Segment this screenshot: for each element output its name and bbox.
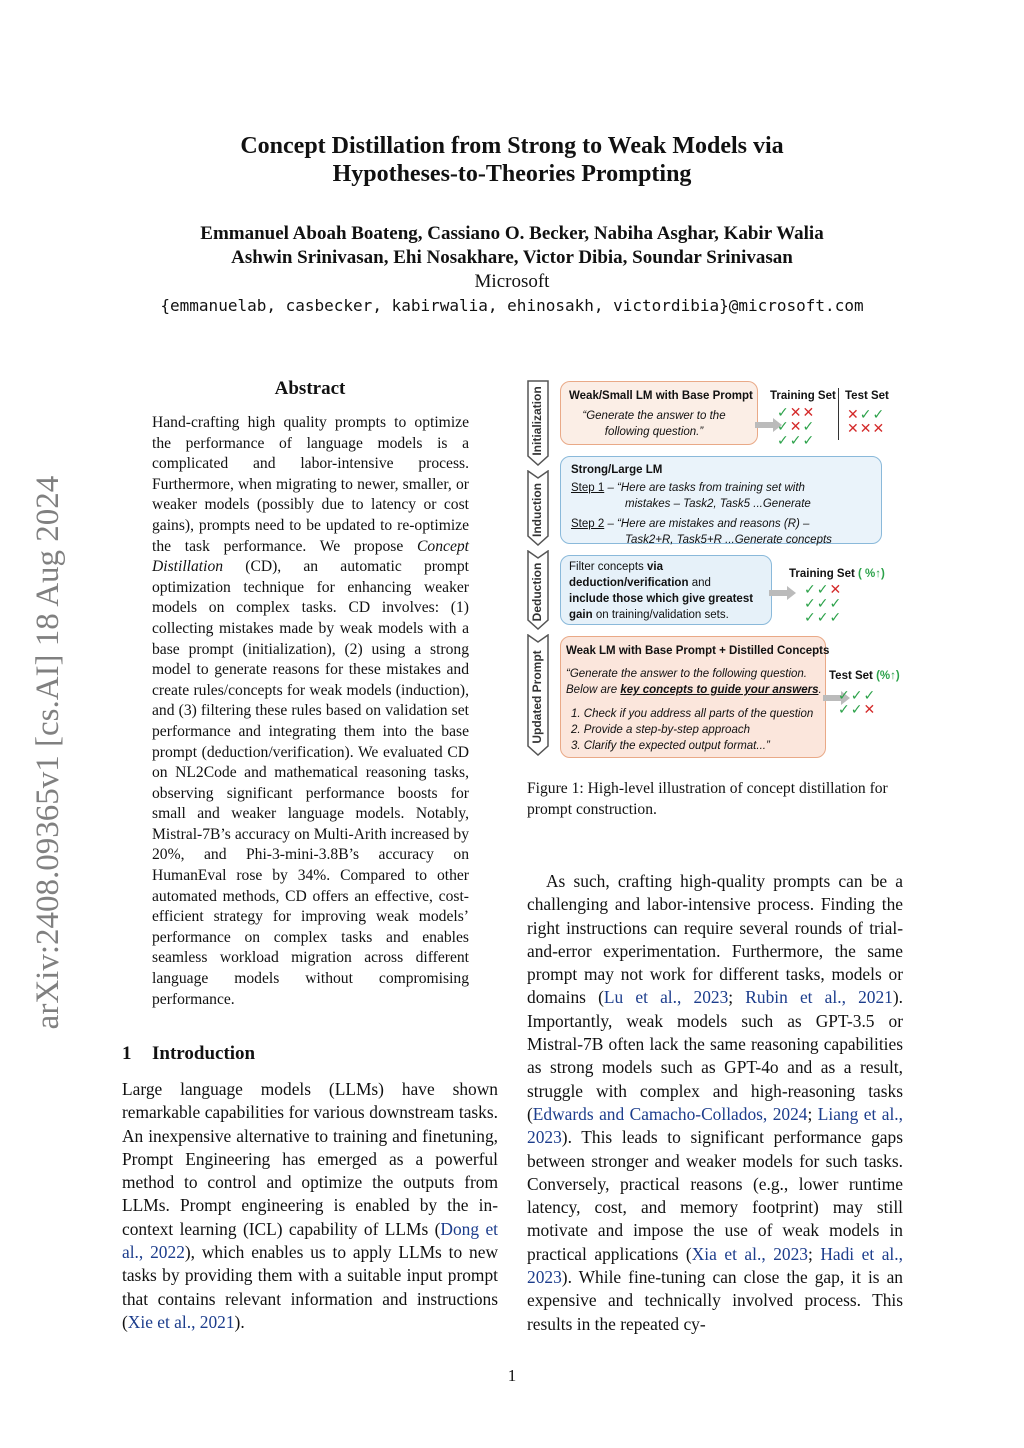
concept-item: 1. Check if you address all parts of the question (571, 708, 814, 720)
init-box (560, 381, 758, 445)
training-marks (777, 405, 815, 447)
updated-quote: “Generate the answer to the following question. (566, 668, 808, 680)
test-set-label: Test Set (845, 390, 889, 402)
mark-row: ✓✕✕ (777, 404, 816, 420)
body-text: As such, crafting high-quality prompts can be a challenging and labor-intensive process. Finding the right instructions can require several rounds of trial-and-error experimentation. Furthermore, the same prompt may not work for different tasks, models or domains ( (527, 871, 903, 1008)
citation-link[interactable]: Dong et al., 2022 (122, 1218, 499, 1263)
phase-label: Updated Prompt (530, 650, 544, 744)
arrow-icon (769, 586, 797, 600)
deduction-marks (804, 582, 842, 624)
updated-test-label: Test Set (%↑) (829, 670, 900, 682)
page-number: 1 (507, 1366, 517, 1385)
mark-row: ✓✓✓ (777, 432, 816, 448)
author-line-1: Emmanuel Aboah Boateng, Cassiano O. Becker, Nabiha Asghar, Kabir Walia (200, 223, 824, 244)
updated-quote: Below are key concepts to guide your answers. (566, 684, 822, 696)
citation-link[interactable]: Edwards and Camacho-Collados, 2024 (532, 1103, 808, 1124)
phase-label: Deduction (530, 562, 544, 622)
section-heading-introduction (122, 1043, 255, 1065)
abstract-body (152, 413, 469, 1010)
intro-text: Large language models (LLMs) have shown remarkable capabilities for various downstream tasks. An inexpensive alternative to training and finetuning, Prompt Engineering has emerged as a powerful method to control and optimize the outputs from LLMs. Prompt engineering is enabled by the in-context learning (ICL) capability of LLMs ( (122, 1079, 498, 1239)
arxiv-stamp (28, 455, 68, 1050)
mark-row: ✕✓✓ (847, 406, 886, 422)
phase-label: Initialization (530, 386, 544, 456)
init-quote: “Generate the answer to the following question.” (582, 410, 726, 438)
paper-title (0, 132, 1024, 188)
abstract-method-name: Concept Distillation (152, 537, 469, 576)
right-column-paragraph: As such, crafting high-quality prompts can be a challenging and labor-intensive process. Finding the right instructions can require several rounds of trial-and-error experimentation. Furthermore, the same prompt may not work for different tasks, models or domains (Lu et al., 2023; Rubin et al., 2021). Importantly, weak models such as GPT-3.5 or Mistral-7B often lack the same reasoning capabilities as strong models such as GPT-4o and as a result, struggle with complex and high-reasoning tasks (Edwards and Camacho-Collados, 2024; Liang et al., 2023). This leads to significant performance gaps between stronger and weaker models for such tasks. Conversely, practical reasons (e.g., lower runtime latency, cost, and memory footprint) may still motivate and impose the use of weak models in practical applications (Xia et al., 2023; Hadi et al., 2023). While fine-tuning can close the gap, it is an expensive and technically involved process. This results in the repeated cy- (527, 871, 904, 1334)
concept-item: 2. Provide a step-by-step approach (571, 724, 750, 736)
deduction-line: deduction/verification and (569, 577, 711, 589)
citation-link[interactable]: Hadi et al., 2023 (527, 1243, 903, 1288)
intro-paragraph (122, 1078, 498, 1334)
induction-box (560, 456, 882, 544)
mark-row: ✓✕✓ (777, 418, 816, 434)
step-label: Step 1 (571, 482, 605, 494)
deduction-line: gain on training/validation sets. (569, 609, 729, 621)
mark-row: ✕✕✕ (847, 420, 886, 436)
phase-induction (527, 470, 549, 546)
citation-link[interactable]: Liang et al., 2023 (527, 1103, 903, 1148)
updated-marks (838, 688, 876, 716)
step-1 (571, 480, 805, 496)
init-title: Weak/Small LM with Base Prompt (569, 390, 753, 402)
concept-item: 3. Clarify the expected output format...” (571, 740, 770, 752)
step-text: Task2+R, Task5+R ...Generate concepts (625, 534, 832, 546)
title-line-2: Hypotheses-to-Theories Prompting (332, 161, 692, 187)
step-text: – “Here are mistakes and reasons (R) – (604, 518, 810, 530)
mark-row: ✓✓✓ (804, 595, 843, 611)
step-2 (571, 516, 809, 532)
step-text: mistakes – Task2, Task5 ...Generate (625, 498, 811, 510)
abstract-heading: Abstract (274, 378, 346, 399)
section-title: Introduction (152, 1043, 256, 1064)
test-marks (847, 407, 885, 435)
phase-label: Induction (530, 483, 544, 537)
abstract-text-1: Hand-crafting high quality prompts to optimize the performance of language models is a complicated and labor-intensive process. Furthermore, when migrating to newer, smaller, or weaker models (possibly due to latency or cost gains), prompts need to be updated to re-optimize the task performance. We propose (152, 414, 469, 555)
phase-updated-prompt (527, 634, 549, 756)
section-number: 1 (122, 1043, 132, 1064)
mark-row: ✓✓✓ (838, 687, 877, 703)
affiliation: Microsoft (474, 271, 550, 292)
deduction-training-label: Training Set ( %↑) (789, 568, 885, 580)
phase-initialization (527, 380, 549, 466)
body-text: ). This leads to significant performance gaps between stronger and weaker models for such tasks. Conversely, practical reasons (e.g., lower runtime latency, cost, and memory footprint) may still motivate and impose the use of weak models in practical applications ( (527, 1127, 903, 1264)
deduction-line: Filter concepts via (569, 561, 663, 573)
induction-title: Strong/Large LM (571, 464, 663, 476)
phase-deduction (527, 550, 549, 630)
title-line-1: Concept Distillation from Strong to Weak Models via (240, 133, 784, 159)
intro-text: ), which enables us to apply LLMs to new tasks by providing them with a suitable input prompt that contains relevant information and instructions ( (122, 1242, 499, 1332)
arxiv-id: arXiv:2408.09365v1 [cs.AI] 18 Aug 2024 (30, 475, 66, 1030)
mark-row: ✓✓✕ (838, 701, 877, 717)
mark-row: ✓✓✓ (804, 609, 843, 625)
citation-link[interactable]: Lu et al., 2023 (603, 987, 729, 1008)
citation-link[interactable]: Rubin et al., 2021 (745, 987, 893, 1008)
email-list: {emmanuelab, casbecker, kabirwalia, ehinosakh, victordibia}@microsoft.com (160, 296, 864, 315)
intro-text: ). (234, 1311, 245, 1332)
updated-title: Weak LM with Base Prompt + Distilled Concepts (566, 645, 830, 657)
training-set-label: Training Set (770, 390, 836, 402)
body-text: ). Importantly, weak models such as GPT-3.5 or Mistral-7B often lack the same reasoning capabilities as strong models such as GPT-4o and as a result, struggle with complex and high-reasoning tasks ( (527, 987, 904, 1124)
updated-prompt-box (560, 636, 830, 758)
divider (838, 388, 839, 440)
abstract-text-2: (CD), an automatic prompt optimization technique for enhancing weaker models on complex tasks. CD involves: (1) collecting mistakes made by weak models with a base prompt (initialization), (2) using a strong model to generate reasons for these mistakes and create rules/concepts for weak models (induction), and (3) filtering these rules based on validation set performance and integrating them into the base prompt (deduction/verification). We evaluated CD on NL2Code and mathematical reasoning tasks, observing significant performance boosts for small and weaker language models. Notably, Mistral-7B’s accuracy on Multi-Arith increased by 20%, and Phi-3-mini-3.8B’s accuracy on HumanEval rose by 34%. Compared to other automated methods, CD offers an effective, cost-efficient strategy for improving weak models’ performance on complex tasks and enables seamless workload migration across different language models without compromising performance. (152, 558, 469, 1008)
step-label: Step 2 (571, 518, 605, 530)
deduction-line: include those which give greatest (569, 593, 754, 605)
mark-row: ✓✓✕ (804, 581, 843, 597)
citation-link[interactable]: Xia et al., 2023 (691, 1243, 808, 1264)
author-line-2: Ashwin Srinivasan, Ehi Nosakhare, Victor Dibia, Soundar Srinivasan (231, 247, 793, 268)
author-list (0, 222, 1024, 270)
body-text: ). While fine-tuning can close the gap, it is an expensive and technically involved process. This results in the repeated cy- (527, 1267, 903, 1334)
deduction-box (560, 555, 772, 625)
step-text: – “Here are tasks from training set with (604, 482, 805, 494)
citation-link[interactable]: Xie et al., 2021 (127, 1311, 235, 1332)
figure-caption: Figure 1: High-level illustration of concept distillation for prompt construction. (527, 780, 888, 818)
figure-1 (527, 378, 907, 763)
